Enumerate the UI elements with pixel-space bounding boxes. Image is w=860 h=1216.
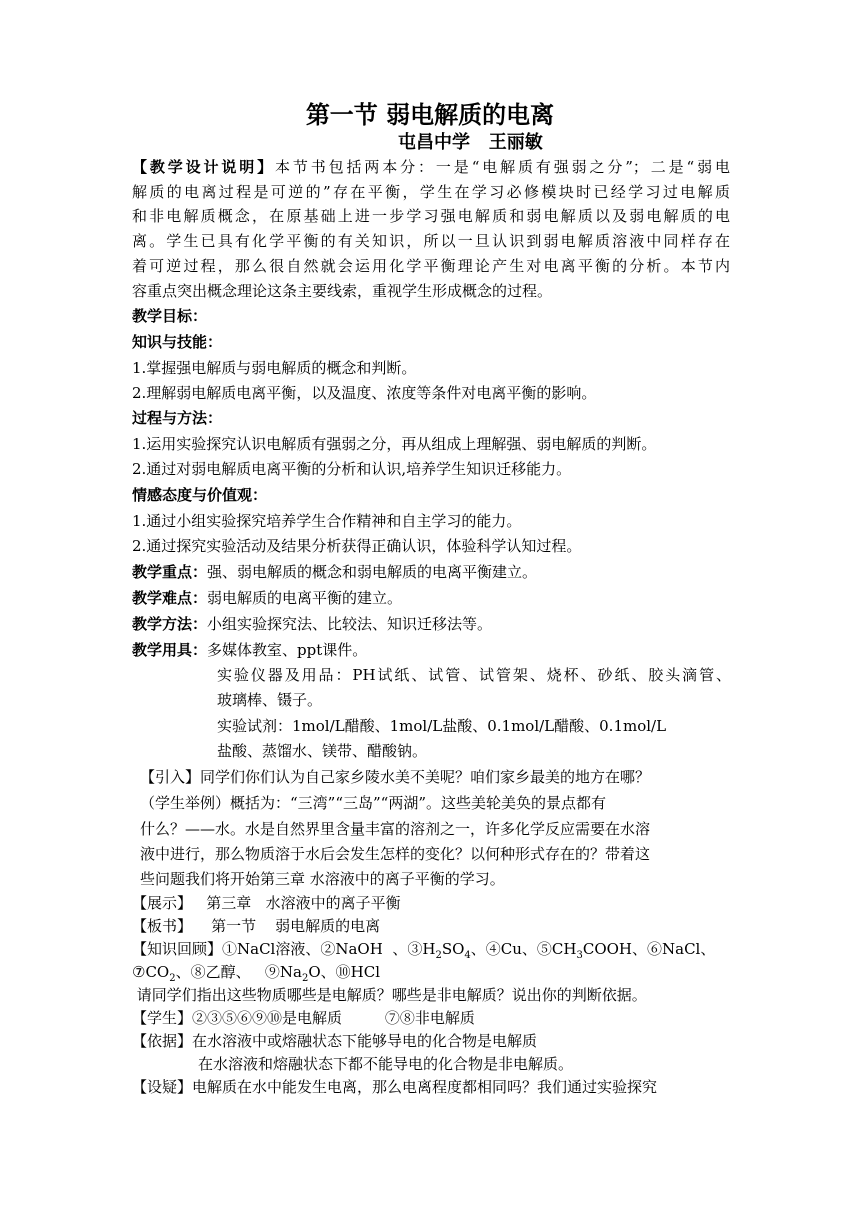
design-line-4: 离。学生已具有化学平衡的有关知识，所以一旦认识到弱电解质溶液中同样存在	[132, 232, 730, 250]
emotion-item-2: 2.通过探究实验活动及结果分析获得正确认识，体验科学认知过程。	[132, 537, 582, 555]
equip-line-2: 玻璃棒、镊子。	[217, 691, 323, 709]
intro-line-1: 【引入】同学们你们认为自己家乡陵水美不美呢？咱们家乡最美的地方在哪？	[140, 768, 651, 786]
emotion-heading: 情感态度与价值观：	[132, 486, 268, 504]
key-point: 教学重点：强、弱电解质的概念和弱电解质的电离平衡建立。	[132, 563, 538, 581]
design-line-1: 【教学设计说明】本节书包括两本分：一是“电解质有强弱之分”；二是“弱电	[132, 158, 730, 176]
reagent-line-2: 盐酸、蒸馏水、镁带、醋酸钠。	[217, 742, 428, 760]
design-line-5: 着可逆过程，那么很自然就会运用化学平衡理论产生对电离平衡的分析。本节内	[132, 257, 730, 275]
design-line-3: 和非电解质概念，在原基础上进一步学习强电解质和弱电解质以及弱电解质的电	[132, 207, 730, 225]
student-line: 【学生】②③⑤⑥⑨⑩是电解质 ⑦⑧非电解质	[132, 1009, 475, 1027]
process-heading: 过程与方法：	[132, 409, 223, 427]
goals-heading: 教学目标：	[132, 307, 208, 325]
intro-line-2: （学生举例）概括为：“三湾”“三岛”“两湖”。这些美轮美奂的景点都有	[140, 794, 607, 812]
tools: 教学用具：多媒体教室、ppt课件。	[132, 641, 368, 659]
page-title: 第一节 弱电解质的电离	[305, 101, 555, 129]
process-item-1: 1.运用实验探究认识电解质有强弱之分，再从组成上理解强、弱电解质的判断。	[132, 435, 657, 453]
design-line-2: 解质的电离过程是可逆的”存在平衡，学生在学习必修模块时已经学习过电解质	[132, 183, 730, 201]
review-line-2: $⑦CO_2$、⑧乙醇、 $⑨Na_2O$、⑩HCl	[132, 963, 381, 984]
knowledge-heading: 知识与技能：	[132, 333, 223, 351]
basis-line-1: 【依据】在水溶液中或熔融状态下能够导电的化合物是电解质	[132, 1032, 538, 1050]
show-line: 【展示】 第三章 水溶液中的离子平衡	[132, 894, 401, 912]
emotion-item-1: 1.通过小组实验探究培养学生合作精神和自主学习的能力。	[132, 512, 522, 530]
difficulty: 教学难点：弱电解质的电离平衡的建立。	[132, 589, 403, 607]
method: 教学方法：小组实验探究法、比较法、知识迁移法等。	[132, 615, 493, 633]
knowledge-item-2: 2.理解弱电解质电离平衡，以及温度、浓度等条件对电离平衡的影响。	[132, 384, 597, 402]
review-question: 请同学们指出这些物质哪些是电解质？哪些是非电解质？说出你的判断依据。	[132, 986, 647, 1004]
equip-line-1: 实验仪器及用品：PH试纸、试管、试管架、烧杯、砂纸、胶头滴管、	[217, 666, 731, 684]
author: 屯昌中学 王丽敏	[398, 132, 543, 153]
knowledge-item-1: 1.掌握强电解质与弱电解质的概念和判断。	[132, 359, 417, 377]
board-line: 【板书】 第一节 弱电解质的电离	[132, 917, 381, 935]
basis-line-2: 在水溶液和熔融状态下都不能导电的化合物是非电解质。	[198, 1055, 574, 1073]
design-line-6: 容重点突出概念理论这条主要线索，重视学生形成概念的过程。	[132, 282, 553, 300]
intro-line-5: 些问题我们将开始第三章 水溶液中的离子平衡的学习。	[140, 870, 505, 888]
intro-line-4: 液中进行，那么物质溶于水后会发生怎样的变化？以何种形式存在的？带着这	[140, 845, 651, 863]
intro-line-3: 什么？——水。水是自然界里含量丰富的溶剂之一，许多化学反应需要在水溶	[140, 820, 651, 838]
review-line-1: 【知识回顾】①NaCl溶液、②NaOH 、$③H_2SO_4$、④Cu、$⑤CH_3COOH$、⑥NaCl、	[132, 940, 716, 961]
design-label: 【教学设计说明】	[132, 158, 276, 176]
process-item-2: 2.通过对弱电解质电离平衡的分析和认识,培养学生知识迁移能力。	[132, 460, 572, 478]
reagent-line-1: 实验试剂：1mol/L醋酸、1mol/L盐酸、0.1mol/L醋酸、0.1mol/L	[217, 717, 667, 735]
doubt-line: 【设疑】电解质在水中能发生电离，那么电离程度都相同吗？我们通过实验探究	[132, 1078, 658, 1096]
